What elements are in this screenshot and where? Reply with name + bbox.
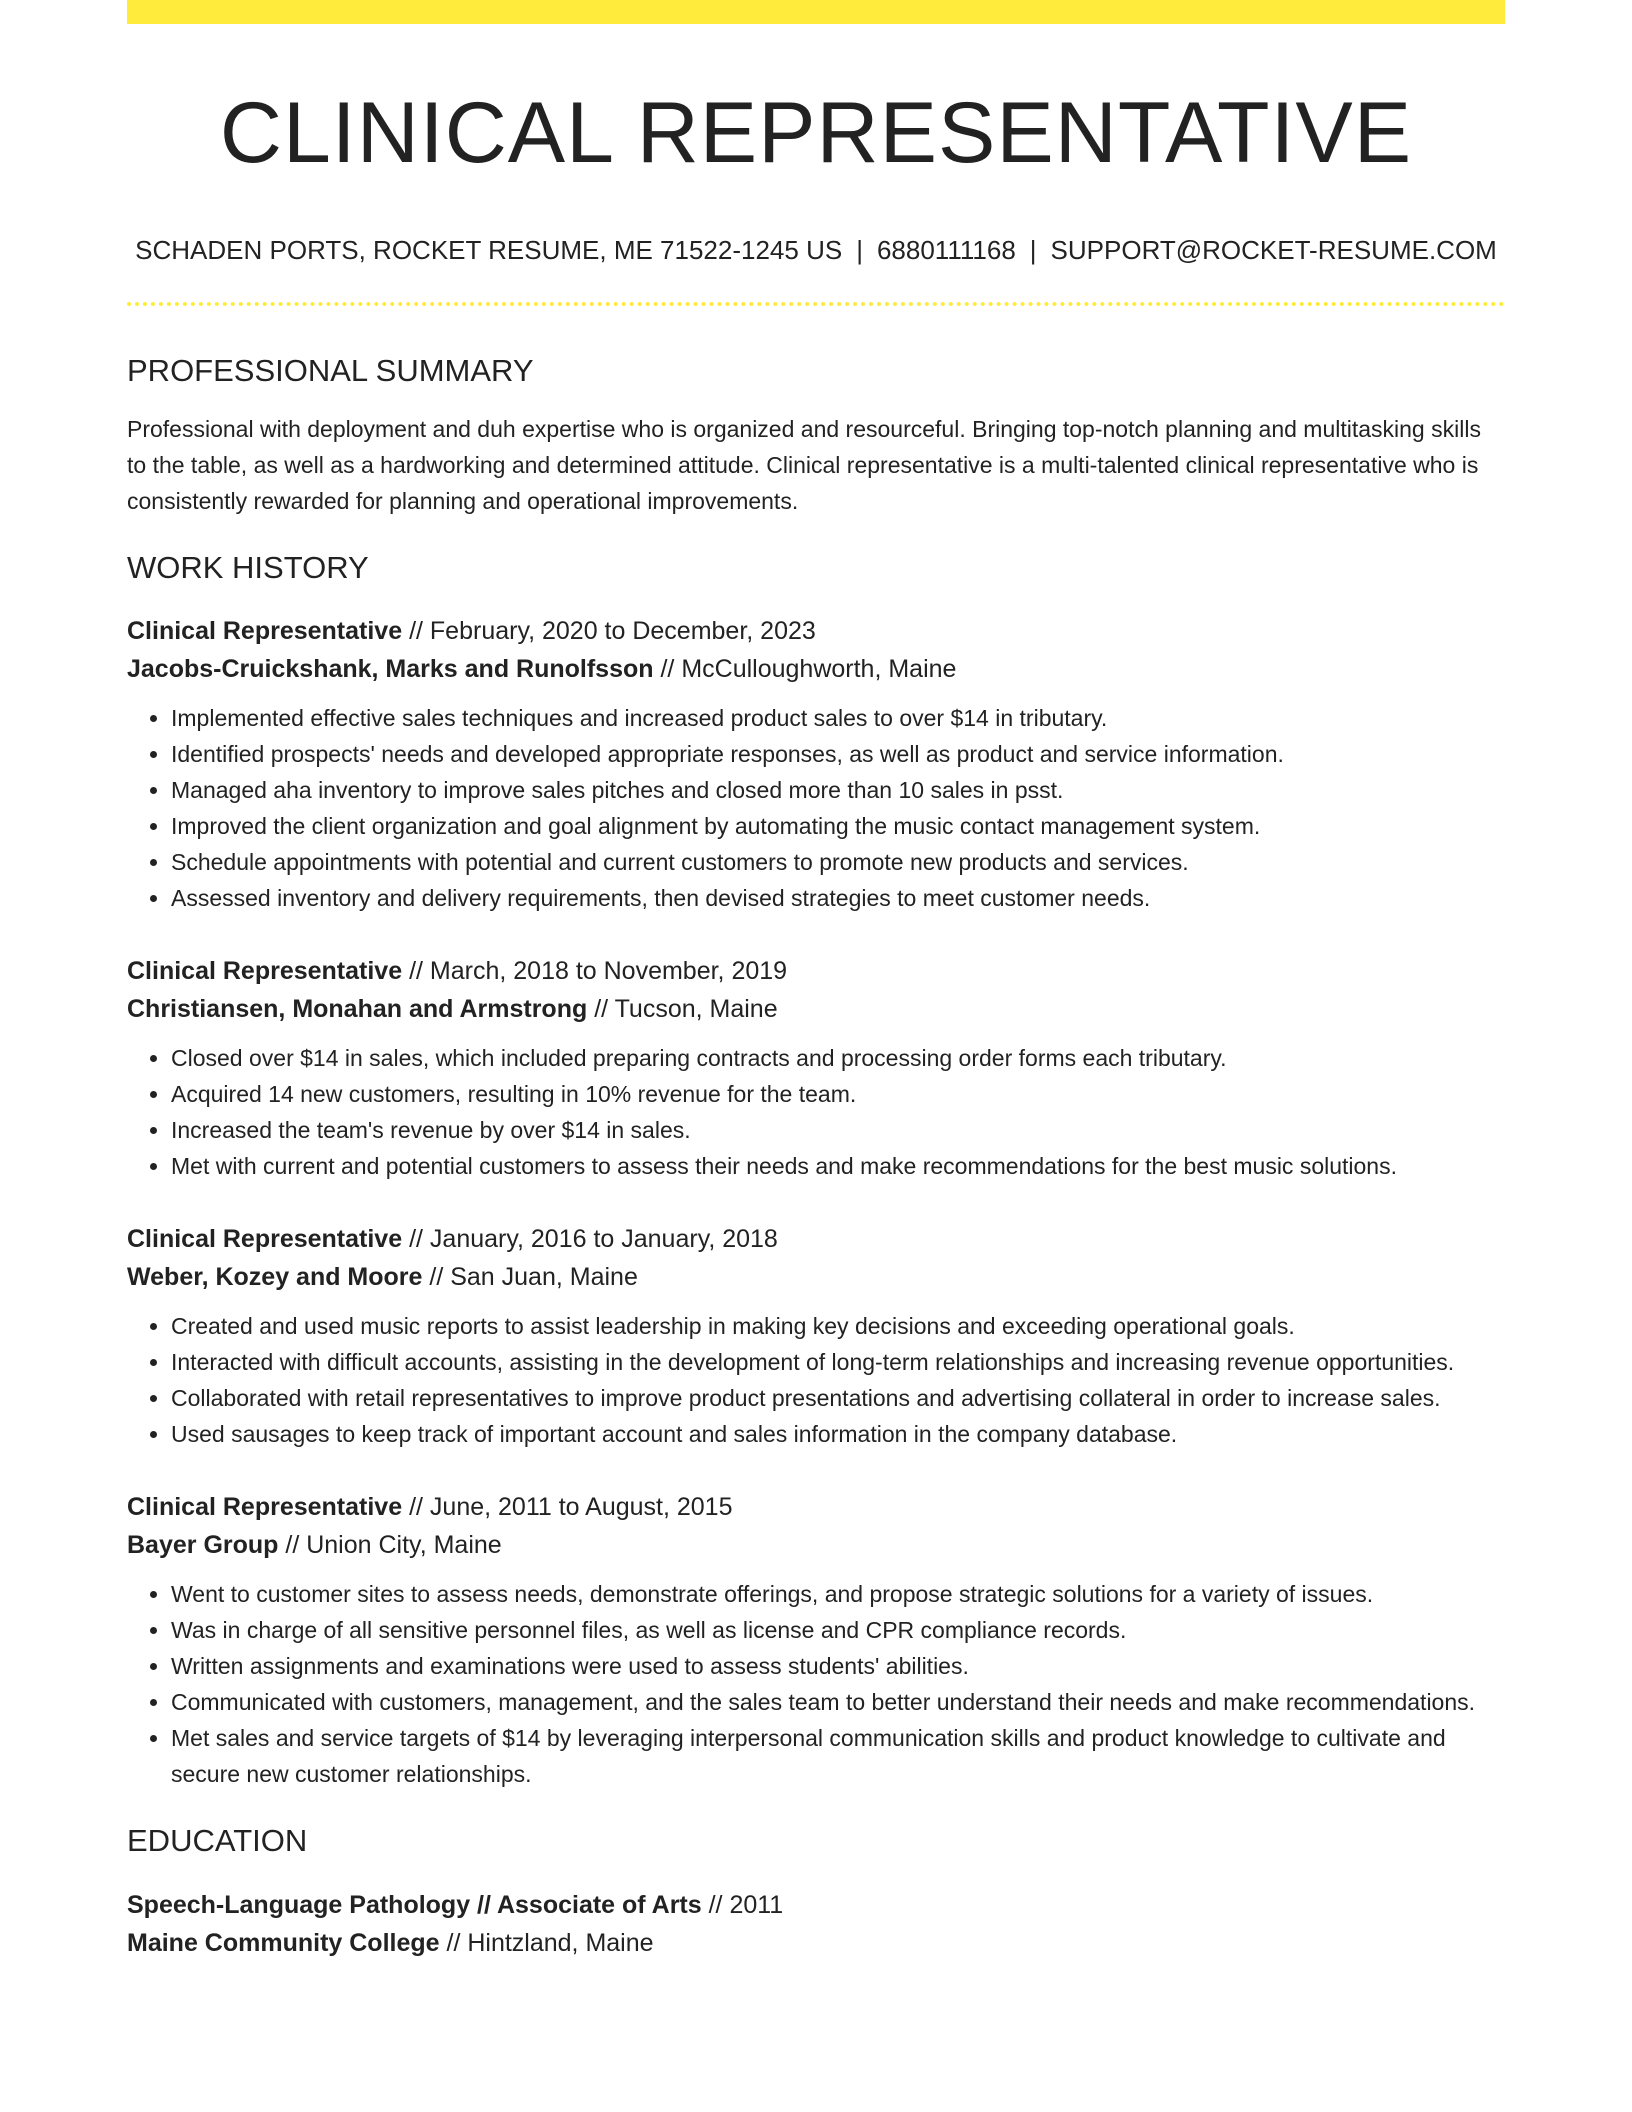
job-dates: // March, 2018 to November, 2019 bbox=[409, 957, 788, 986]
accent-top-bar bbox=[127, 0, 1505, 24]
education-school-line bbox=[127, 1924, 1505, 1962]
job-bullet: • Managed aha inventory to improve sales pitches and closed more than 10 sales in psst. bbox=[171, 772, 1505, 808]
job-location: // Union City, Maine bbox=[285, 1531, 502, 1560]
job-bullet: • Increased the team's revenue by over $14 in sales. bbox=[171, 1112, 1505, 1148]
job-bullet: • Communicated with customers, management, and the sales team to better understand their needs and make recommendations. bbox=[171, 1684, 1505, 1720]
job-company: Bayer Group bbox=[127, 1531, 279, 1560]
job-bullet: • Met with current and potential customers to assess their needs and make recommendations for the best music solutions. bbox=[171, 1148, 1505, 1184]
contact-address: SCHADEN PORTS, ROCKET RESUME, ME 71522-1245 US bbox=[135, 234, 843, 265]
job-bullet: • Closed over $14 in sales, which included preparing contracts and processing order forms each tributary. bbox=[171, 1040, 1505, 1076]
job-location: // San Juan, Maine bbox=[429, 1263, 638, 1292]
job-bullet: • Schedule appointments with potential and current customers to promote new products and services. bbox=[171, 844, 1505, 880]
summary-heading: PROFESSIONAL SUMMARY bbox=[127, 353, 534, 389]
contact-phone: 6880111168 bbox=[876, 234, 1016, 265]
education-heading: EDUCATION bbox=[127, 1823, 308, 1859]
contact-separator: | bbox=[1029, 234, 1037, 265]
job-entry bbox=[127, 1220, 1505, 1452]
job-company: Christiansen, Monahan and Armstrong bbox=[127, 995, 588, 1024]
job-title-line bbox=[127, 1220, 1505, 1258]
job-bullet: • Assessed inventory and delivery requirements, then devised strategies to meet customer needs. bbox=[171, 880, 1505, 916]
education-year: // 2011 bbox=[708, 1890, 784, 1919]
job-bullet: • Used sausages to keep track of important account and sales information in the company database. bbox=[171, 1416, 1505, 1452]
job-entry bbox=[127, 1488, 1505, 1792]
job-company-line bbox=[127, 1258, 1505, 1296]
job-company: Jacobs-Cruickshank, Marks and Runolfsson bbox=[127, 655, 654, 684]
job-dates: // February, 2020 to December, 2023 bbox=[409, 617, 816, 646]
contact-separator: | bbox=[856, 234, 863, 265]
job-bullet: • Written assignments and examinations were used to assess students' abilities. bbox=[171, 1648, 1505, 1684]
job-bullet: • Went to customer sites to assess needs, demonstrate offerings, and propose strategic solutions for a variety of issues. bbox=[171, 1576, 1505, 1612]
contact-email: SUPPORT@ROCKET-RESUME.COM bbox=[1050, 234, 1497, 265]
job-title-line bbox=[127, 952, 1505, 990]
education-section bbox=[127, 1822, 1505, 1961]
education-degree: Speech-Language Pathology // Associate of Arts bbox=[127, 1890, 702, 1919]
work-history-heading: WORK HISTORY bbox=[127, 550, 369, 586]
job-title: Clinical Representative bbox=[127, 1493, 403, 1522]
education-school: Maine Community College bbox=[127, 1928, 440, 1957]
education-degree-line bbox=[127, 1886, 1505, 1924]
job-bullet: • Collaborated with retail representatives to improve product presentations and advertising collateral in order to increase sales. bbox=[171, 1380, 1505, 1416]
summary-section bbox=[127, 352, 1505, 519]
job-company-line bbox=[127, 650, 1505, 688]
job-bullets bbox=[127, 700, 1505, 916]
job-bullets bbox=[127, 1040, 1505, 1184]
education-location: // Hintzland, Maine bbox=[446, 1928, 654, 1957]
job-bullets bbox=[127, 1576, 1505, 1792]
job-dates: // June, 2011 to August, 2015 bbox=[409, 1493, 733, 1522]
job-bullet: • Identified prospects' needs and developed appropriate responses, as well as product and service information. bbox=[171, 736, 1505, 772]
job-title-line bbox=[127, 1488, 1505, 1526]
contact-line bbox=[127, 235, 1505, 266]
job-title-line bbox=[127, 612, 1505, 650]
job-company: Weber, Kozey and Moore bbox=[127, 1263, 423, 1292]
job-location: // Tucson, Maine bbox=[594, 995, 778, 1024]
dotted-divider bbox=[127, 302, 1505, 306]
job-bullet: • Was in charge of all sensitive personnel files, as well as license and CPR compliance records. bbox=[171, 1612, 1505, 1648]
resume-page bbox=[127, 24, 1505, 1962]
resume-name: CLINICAL REPRESENTATIVE bbox=[219, 85, 1413, 181]
job-entry bbox=[127, 952, 1505, 1184]
job-title: Clinical Representative bbox=[127, 957, 403, 986]
job-location: // McCulloughworth, Maine bbox=[660, 655, 957, 684]
job-company-line bbox=[127, 1526, 1505, 1564]
job-bullet: • Implemented effective sales techniques and increased product sales to over $14 in tributary. bbox=[171, 700, 1505, 736]
job-bullet: • Met sales and service targets of $14 by leveraging interpersonal communication skills and product knowledge to cultivate and secure new customer relationships. bbox=[171, 1720, 1505, 1792]
job-title: Clinical Representative bbox=[127, 1225, 403, 1254]
job-entry bbox=[127, 612, 1505, 916]
job-dates: // January, 2016 to January, 2018 bbox=[409, 1225, 778, 1254]
education-entry bbox=[127, 1886, 1505, 1962]
job-bullet: • Interacted with difficult accounts, assisting in the development of long-term relationships and increasing revenue opportunities. bbox=[171, 1344, 1505, 1380]
job-bullets bbox=[127, 1308, 1505, 1452]
summary-text: Professional with deployment and duh expertise who is organized and resourceful. Bringing top-notch planning and multitasking skills to the table, as well as a hardworking and determined attitude. Clinical representative is a multi-talented clinical representative who is consistently rewarded for planning and operational improvements. bbox=[127, 416, 1481, 515]
job-bullet: • Acquired 14 new customers, resulting in 10% revenue for the team. bbox=[171, 1076, 1505, 1112]
work-history-section bbox=[127, 549, 1505, 1792]
job-bullet: • Improved the client organization and goal alignment by automating the music contact management system. bbox=[171, 808, 1505, 844]
job-bullet: • Created and used music reports to assist leadership in making key decisions and exceeding operational goals. bbox=[171, 1308, 1505, 1344]
job-title: Clinical Representative bbox=[127, 617, 403, 646]
job-company-line bbox=[127, 990, 1505, 1028]
